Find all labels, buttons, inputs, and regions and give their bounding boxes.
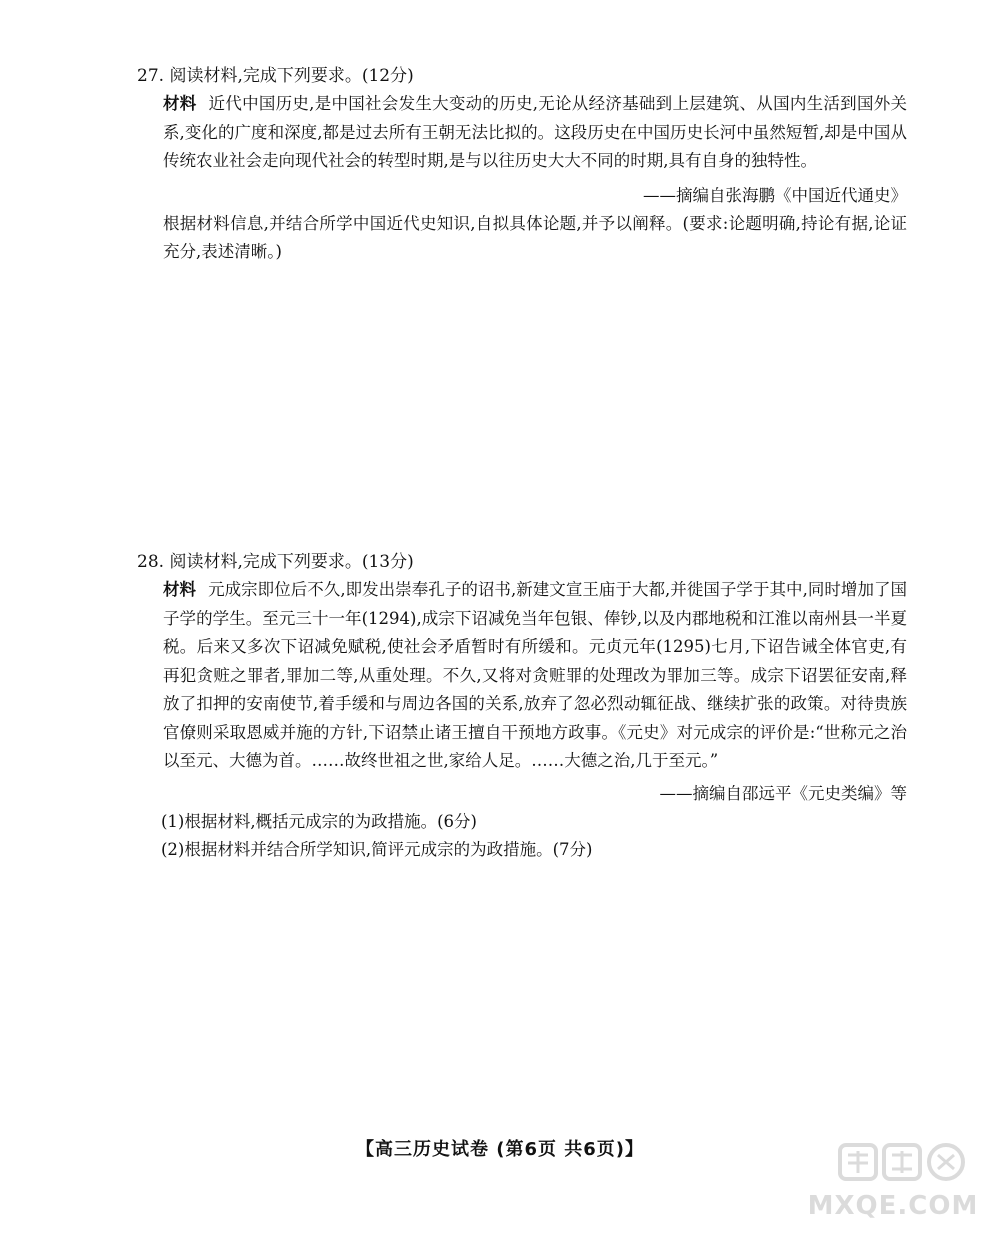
watermark-text: MXQE.COM bbox=[807, 1191, 979, 1221]
material-label: 材料 bbox=[163, 94, 197, 113]
material-text: 近代中国历史,是中国社会发生大变动的历史,无论从经济基础到上层建筑、从国内生活到国外关系,变化的广度和深度,都是过去所有王朝无法比拟的。这段历史在中国历史长河中虽然短暂,却是中国从传统农业社会走向现代社会的转型时期,是与以往历史大大不同的时期,具有自身的独特性。 bbox=[163, 94, 907, 170]
watermark-logo-icon bbox=[838, 1141, 968, 1185]
question-28-source: ——摘编自邵远平《元史类编》等 bbox=[659, 783, 907, 803]
question-27-task: 根据材料信息,并结合所学中国近代史知识,自拟具体论题,并予以阐释。(要求:论题明确,持论有据,论证充分,表述清晰。) bbox=[163, 213, 907, 261]
question-28 bbox=[137, 548, 907, 864]
question-28-title: 28. 阅读材料,完成下列要求。(13分) bbox=[137, 552, 414, 572]
question-27-material bbox=[137, 90, 907, 176]
question-27 bbox=[137, 62, 907, 267]
sub-question-2: (2)根据材料并结合所学知识,简评元成宗的为政措施。(7分) bbox=[161, 839, 593, 859]
sub-question-1: (1)根据材料,概括元成宗的为政措施。(6分) bbox=[161, 811, 477, 831]
page-footer: 【高三历史试卷 (第6页 共6页)】 bbox=[355, 1139, 645, 1160]
question-27-source: ——摘编自张海鹏《中国近代通史》 bbox=[643, 185, 907, 205]
watermark bbox=[798, 1141, 988, 1221]
question-28-material bbox=[137, 576, 907, 776]
question-27-title: 27. 阅读材料,完成下列要求。(12分) bbox=[137, 66, 414, 86]
material-text: 元成宗即位后不久,即发出崇奉孔子的诏书,新建文宣王庙于大都,并徙国子学于其中,同时增加了国子学的学生。至元三十一年(1294),成宗下诏减免当年包银、俸钞,以及内郡地税和江淮以南州县一半夏税。后来又多次下诏减免赋税,使社会矛盾暂时有所缓和。元贞元年(1295)七月,下诏告诫全体官吏,有再犯贪赃之罪者,罪加二等,从重处理。不久,又将对贪赃罪的处理改为罪加三等。成宗下诏罢征安南,释放了扣押的安南使节,着手缓和与周边各国的关系,放弃了忽必烈动辄征战、继续扩张的政策。对待贵族官僚则采取恩威并施的方针,下诏禁止诸王擅自干预地方政事。《元史》对元成宗的评价是:“世称元之治以至元、大德为首。……故终世祖之世,家给人足。……大德之治,几于至元。” bbox=[163, 580, 908, 770]
material-label: 材料 bbox=[163, 580, 197, 599]
